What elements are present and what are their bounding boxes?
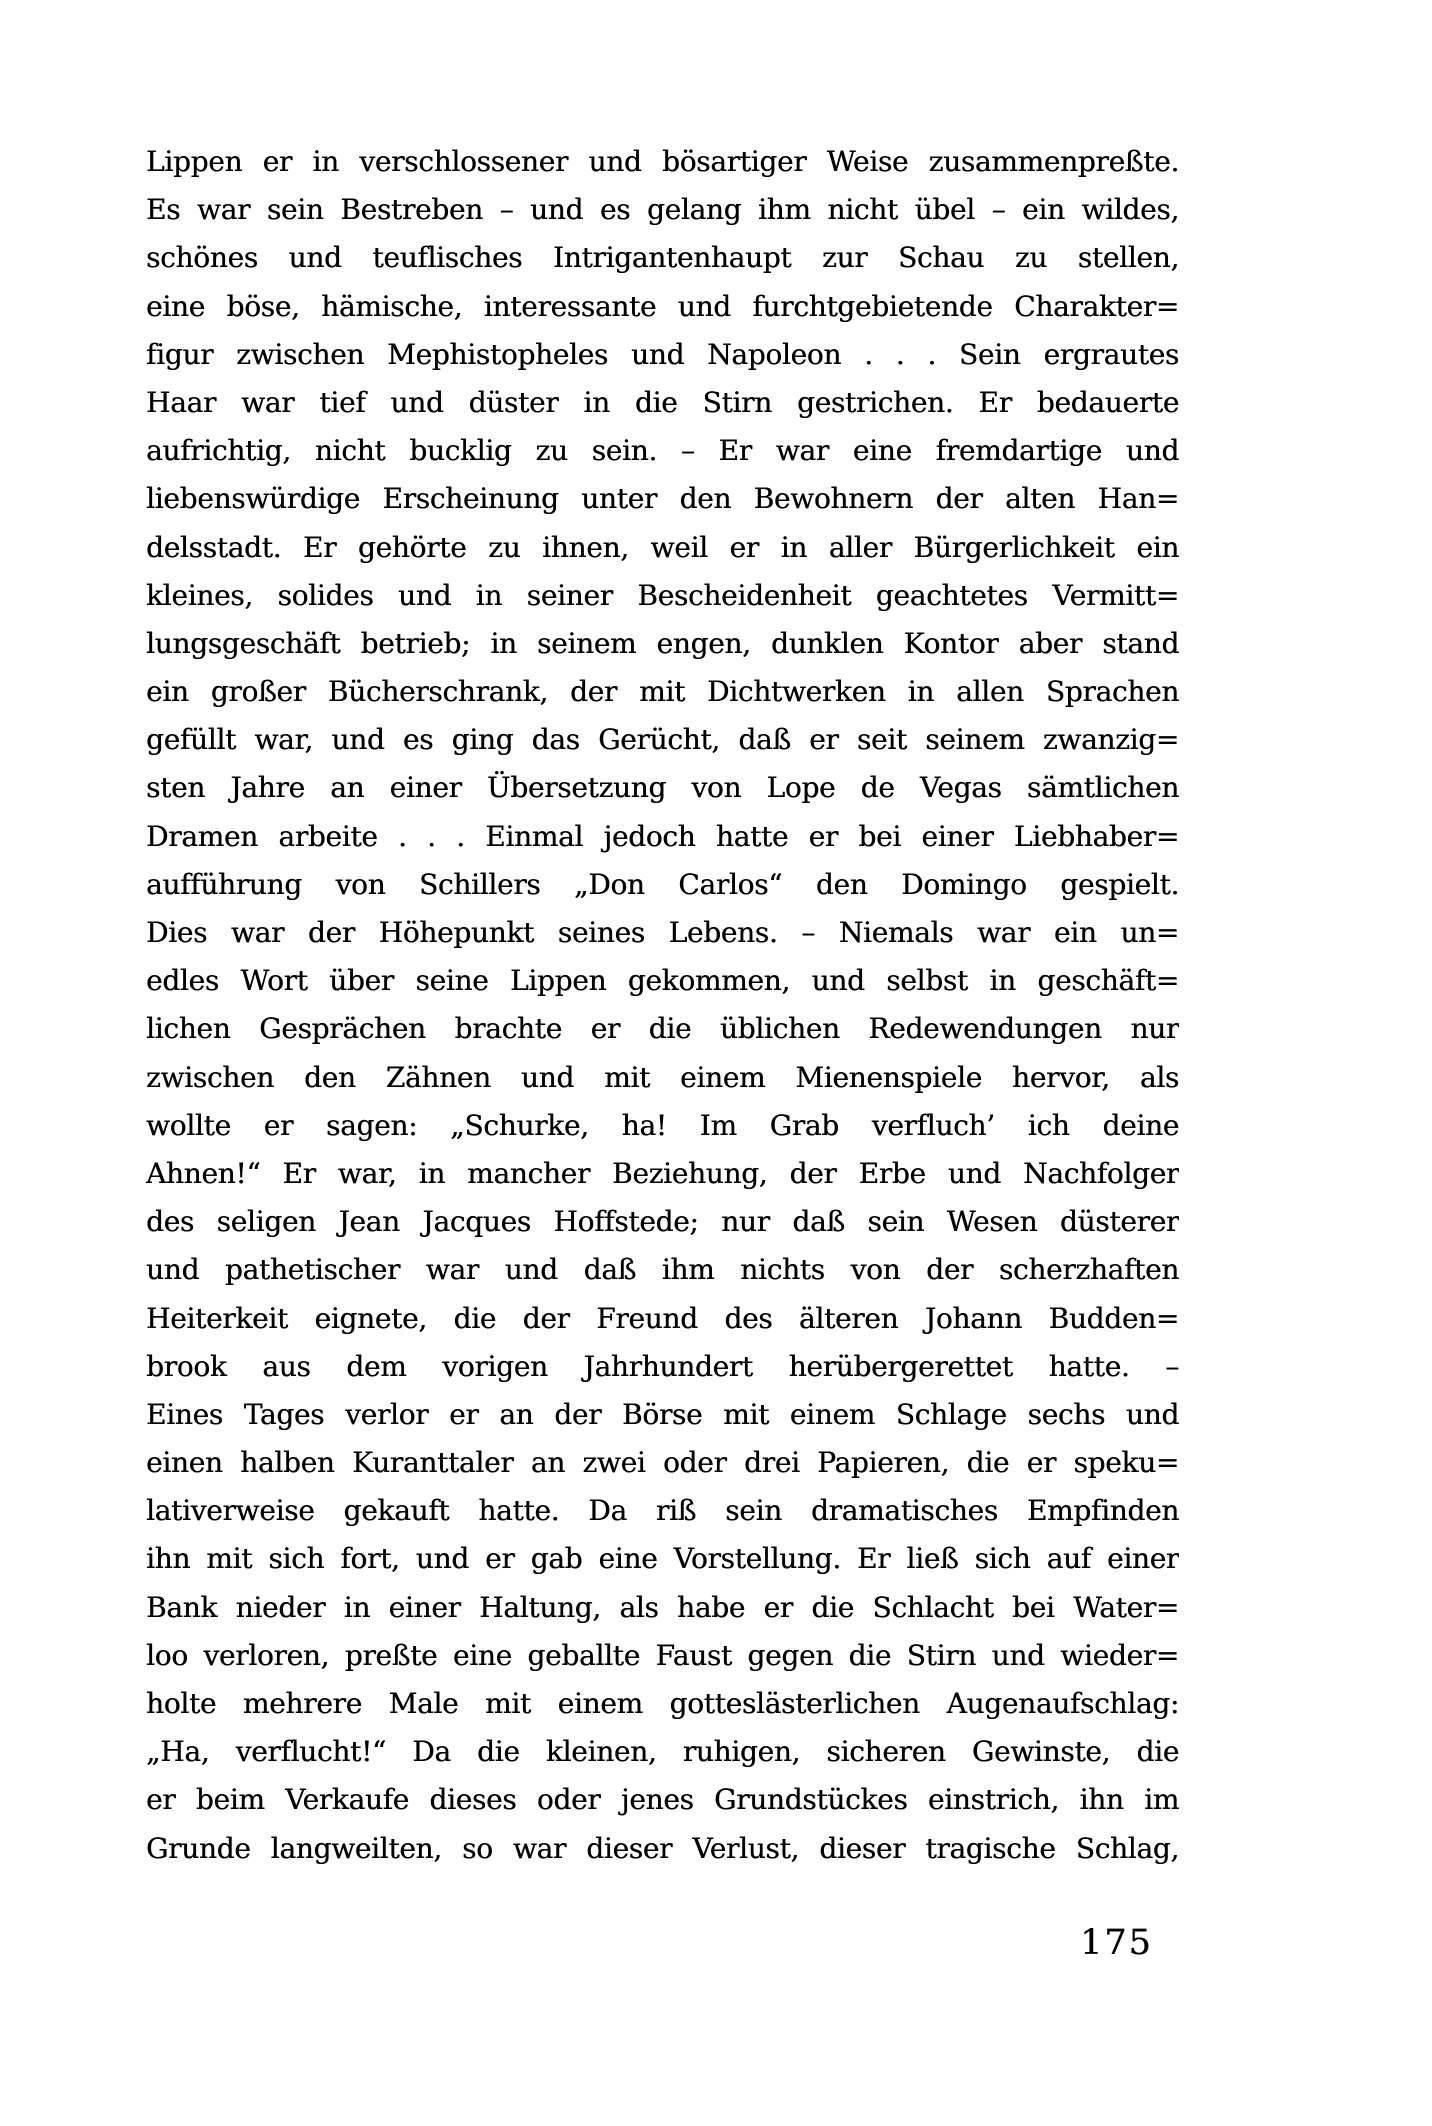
text-line: aufführung von Schillers „Don Carlos“ den Domingo gespielt. [146, 867, 1179, 901]
text-line: schönes und teuflisches Intrigantenhaupt zur Schau zu stellen, [146, 241, 1179, 275]
text-line: delsstadt. Er gehörte zu ihnen, weil er in aller Bürgerlichkeit ein [146, 530, 1179, 564]
text-line: Es war sein Bestreben – und es gelang ihm nicht übel – ein wildes, [146, 193, 1179, 227]
text-line: einen halben Kuranttaler an zwei oder drei Papieren, die er speku= [146, 1446, 1179, 1480]
text-line: Eines Tages verlor er an der Börse mit einem Schlage sechs und [146, 1397, 1179, 1431]
text-line: ein großer Bücherschrank, der mit Dichtwerken in allen Sprachen [146, 675, 1179, 709]
text-line: lativerweise gekauft hatte. Da riß sein dramatisches Empfinden [146, 1494, 1179, 1528]
text-line: zwischen den Zähnen und mit einem Mienenspiele hervor, als [146, 1060, 1179, 1094]
text-line: edles Wort über seine Lippen gekommen, und selbst in geschäft= [146, 964, 1179, 998]
text-line: Bank nieder in einer Haltung, als habe er die Schlacht bei Water= [146, 1590, 1179, 1624]
text-line: „Ha, verflucht!“ Da die kleinen, ruhigen, sicheren Gewinste, die [146, 1735, 1179, 1769]
text-line: Heiterkeit eignete, die der Freund des älteren Johann Budden= [146, 1301, 1179, 1335]
text-line: sten Jahre an einer Übersetzung von Lope de Vegas sämtlichen [146, 771, 1179, 805]
text-line: aufrichtig, nicht bucklig zu sein. – Er war eine fremdartige und [146, 434, 1179, 468]
text-line: Dies war der Höhepunkt seines Lebens. – Niemals war ein un= [146, 916, 1179, 949]
text-line: er beim Verkaufe dieses oder jenes Grundstückes einstrich, ihn im [146, 1783, 1179, 1817]
text-line: Haar war tief und düster in die Stirn gestrichen. Er bedauerte [146, 385, 1179, 419]
page-number: 175 [1080, 1923, 1153, 1963]
text-line: wollte er sagen: „Schurke, ha! Im Grab verfluch’ ich deine [146, 1108, 1179, 1142]
text-block [146, 138, 1179, 1873]
text-line: und pathetischer war und daß ihm nichts von der scherzhaften [146, 1253, 1179, 1287]
text-line: liebenswürdige Erscheinung unter den Bewohnern der alten Han= [146, 482, 1179, 516]
text-line: gefüllt war, und es ging das Gerücht, daß er seit seinem zwanzig= [146, 723, 1179, 757]
text-line: des seligen Jean Jacques Hoffstede; nur daß sein Wesen düsterer [146, 1205, 1179, 1239]
text-line: Dramen arbeite . . . Einmal jedoch hatte er bei einer Liebhaber= [146, 819, 1179, 853]
text-line: Grunde langweilten, so war dieser Verlust, dieser tragische Schlag, [146, 1831, 1179, 1865]
text-line: eine böse, hämische, interessante und furchtgebietende Charakter= [146, 289, 1179, 323]
text-line: loo verloren, preßte eine geballte Faust gegen die Stirn und wieder= [146, 1638, 1179, 1672]
text-line: holte mehrere Male mit einem gotteslästerlichen Augenaufschlag: [146, 1687, 1179, 1720]
text-line: brook aus dem vorigen Jahrhundert herübergerettet hatte. – [146, 1349, 1179, 1383]
text-line: Lippen er in verschlossener und bösartiger Weise zusammenpreßte. [146, 145, 1179, 178]
text-line: lungsgeschäft betrieb; in seinem engen, dunklen Kontor aber stand [146, 626, 1179, 660]
text-line: lichen Gesprächen brachte er die üblichen Redewendungen nur [146, 1012, 1179, 1046]
text-line: Ahnen!“ Er war, in mancher Beziehung, der Erbe und Nachfolger [146, 1156, 1179, 1190]
text-line: kleines, solides und in seiner Bescheidenheit geachtetes Vermitt= [146, 578, 1179, 612]
text-line: ihn mit sich fort, und er gab eine Vorstellung. Er ließ sich auf einer [146, 1542, 1179, 1576]
text-line: figur zwischen Mephistopheles und Napoleon . . . Sein ergrautes [146, 337, 1179, 371]
